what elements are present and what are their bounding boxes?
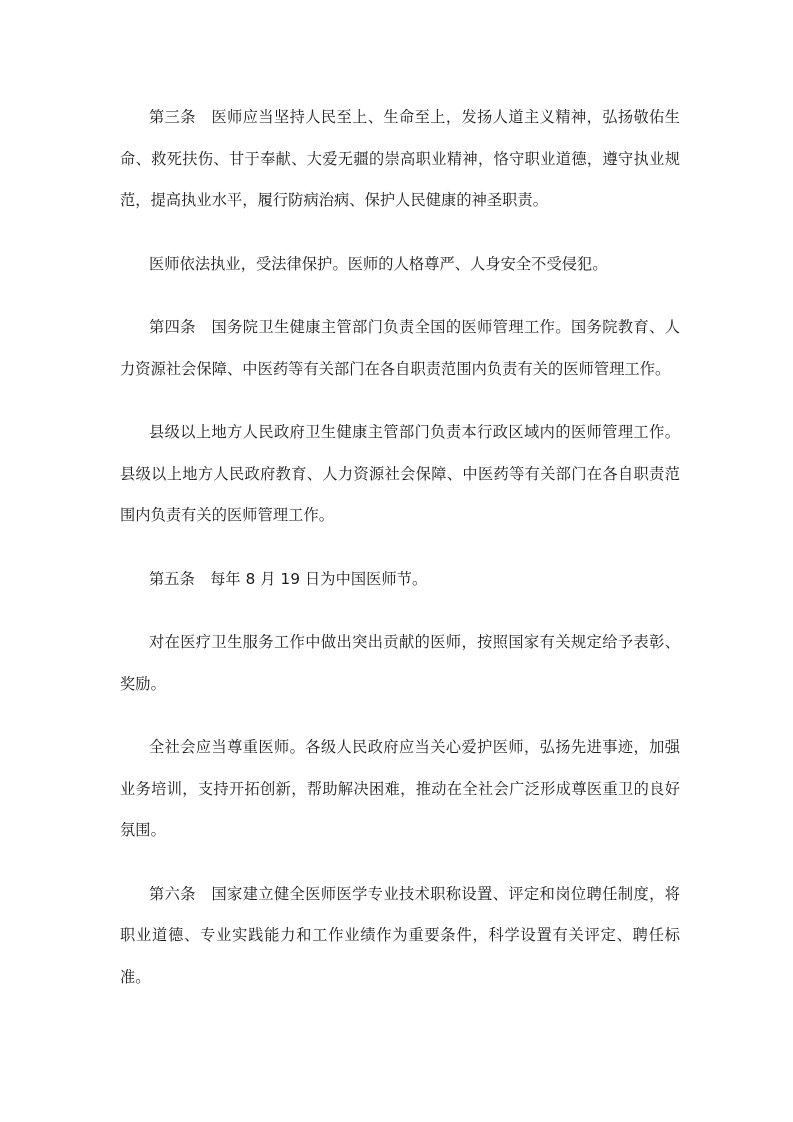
- paragraph-article-5: 第五条 每年 8 月 19 日为中国医师节。: [149, 569, 428, 588]
- paragraph-article-5-clause-2: 对在医疗卫生服务工作中做出突出贡献的医师，按照国家有关规定给予表彰、奖励。: [120, 633, 680, 693]
- paragraph-article-3-clause-2: 医师依法执业，受法律保护。医师的人格尊严、人身安全不受侵犯。: [149, 254, 608, 273]
- document-body: [120, 97, 680, 998]
- paragraph-article-4-clause-2: 县级以上地方人民政府卫生健康主管部门负责本行政区域内的医师管理工作。县级以上地方人民政府教育、人力资源社会保障、中医药等有关部门在各自职责范围内负责有关的医师管理工作。: [120, 423, 680, 524]
- paragraph-article-3: 第三条 医师应当坚持人民至上、生命至上，发扬人道主义精神，弘扬敬佑生命、救死扶伤、甘于奉献、大爱无疆的崇高职业精神，恪守职业道德，遵守执业规范，提高执业水平，履行防病治病、保护人民健康的神圣职责。: [120, 108, 680, 209]
- paragraph-article-4: 第四条 国务院卫生健康主管部门负责全国的医师管理工作。国务院教育、人力资源社会保障、中医药等有关部门在各自职责范围内负责有关的医师管理工作。: [120, 318, 680, 378]
- paragraph-article-5-clause-3: 全社会应当尊重医师。各级人民政府应当关心爱护医师，弘扬先进事迹，加强业务培训，支持开拓创新，帮助解决困难，推动在全社会广泛形成尊医重卫的良好氛围。: [120, 738, 680, 839]
- paragraph-article-6: 第六条 国家建立健全医师医学专业技术职称设置、评定和岗位聘任制度，将职业道德、专业实践能力和工作业绩作为重要条件，科学设置有关评定、聘任标准。: [120, 884, 680, 986]
